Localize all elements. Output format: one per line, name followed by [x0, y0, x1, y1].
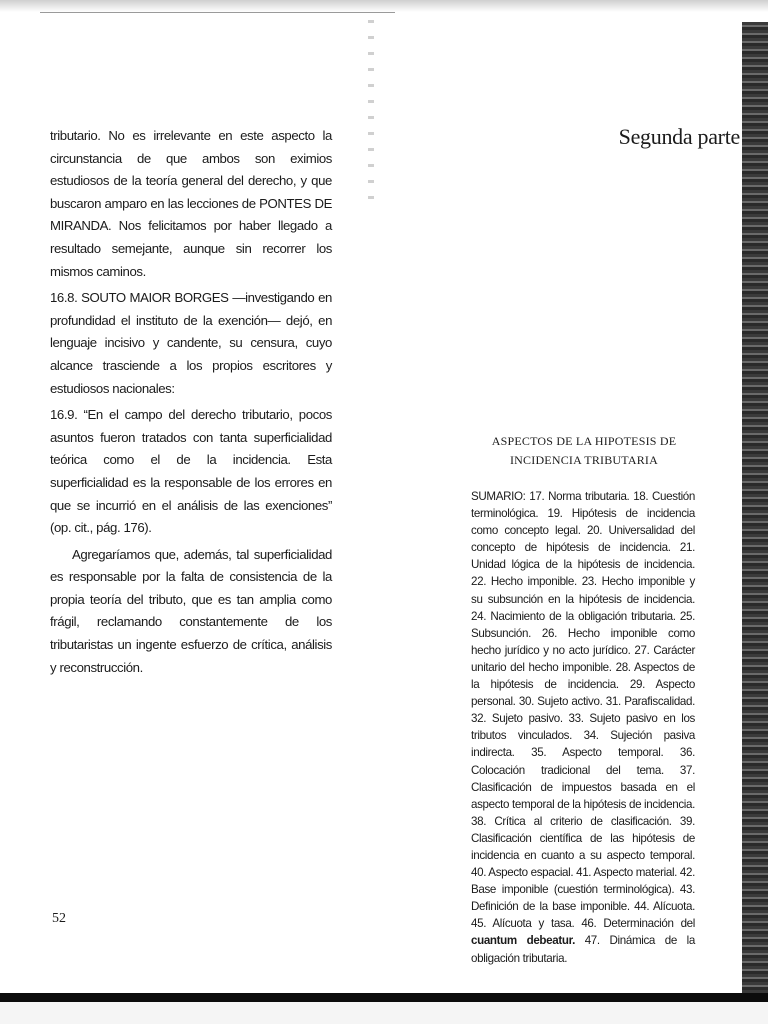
bottom-strip	[0, 1002, 768, 1024]
summary-text-end: 47. Dinámica de la obligación tributaria.	[471, 934, 695, 965]
paragraph-continuation: tributario. No es irrelevante en este aspecto la circunstancia de que ambos son eximios estudiosos de la teoría general del derecho, y que buscaron amparo en las lecciones de PONTES DE MIRANDA. Nos felicitamos por haber llegado a resultado semejante, aunque sin recorrer los mismos caminos.	[50, 128, 332, 279]
paragraph-16-8: 16.8. SOUTO MAIOR BORGES —investigando en profundidad el instituto de la exención— dejó, en lenguaje incisivo y candente, su censura, cuyo alcance trasciende a los propios escritores y estudiosos nacionales:	[50, 290, 332, 396]
bottom-band	[0, 993, 768, 1002]
paragraph-closing: Agregaríamos que, además, tal superficialidad es responsable por la falta de consistencia de la propia teoría del tributo, que es tan amplia como frágil, reclamando constantemente de los tributaristas un ingente esfuerzo de crítica, análisis y reconstrucción.	[50, 546, 332, 675]
part-title: Segunda parte	[618, 124, 740, 149]
gutter-marks	[368, 20, 374, 200]
top-rule	[40, 12, 395, 13]
page-top-edge	[0, 0, 768, 12]
summary-bold-term: cuantum debeatur.	[471, 934, 575, 948]
chapter-title-line-1: ASPECTOS DE LA HIPOTESIS DE	[491, 434, 677, 448]
page-number: 52	[52, 911, 66, 926]
chapter-title-line-2: INCIDENCIA TRIBUTARIA	[509, 453, 658, 467]
paragraph-16-9: 16.9. “En el campo del derecho tributario, pocos asuntos fueron tratados con tanta superficialidad teórica como el de la incidencia. Esta superficialidad es la responsable de los errores en que se incurrió en el análisis de las exenciones” (op. cit., pág. 176).	[50, 407, 332, 536]
chapter-summary	[471, 488, 695, 967]
chapter-title	[470, 432, 698, 470]
summary-text: SUMARIO: 17. Norma tributaria. 18. Cuestión terminológica. 19. Hipótesis de incidencia como concepto legal. 20. Universalidad del concepto de hipótesis de incidencia. 21. Unidad lógica de la hipótesis de incidencia. 22. Hecho imponible. 23. Hecho imponible y su subsunción en la hipótesis de incidencia. 24. Nacimiento de la obligación tributaria. 25. Subsunción. 26. Hecho imponible como hecho jurídico y no acto jurídico. 27. Carácter unitario del hecho imponible. 28. Aspectos de la hipótesis de incidencia. 29. Aspecto personal. 30. Sujeto activo. 31. Parafiscalidad. 32. Sujeto pasivo. 33. Sujeto pasivo en los tributos vinculados. 34. Sujeción pasiva indirecta. 35. Aspecto temporal. 36. Colocación tradicional del tema. 37. Clasificación de impuestos basada en el aspecto temporal de la hipótesis de incidencia. 38. Crítica al criterio de clasificación. 39. Clasificación científica de las hipótesis de incidencia en cuanto a su aspecto temporal. 40. Aspecto espacial. 41. Aspecto material. 42. Base imponible (cuestión terminológica). 43. Definición de la base imponible. 44. Alícuota. 45. Alícuota y tasa. 46. Determinación del	[471, 490, 695, 931]
book-edge	[742, 22, 768, 997]
left-page-text	[50, 125, 332, 683]
